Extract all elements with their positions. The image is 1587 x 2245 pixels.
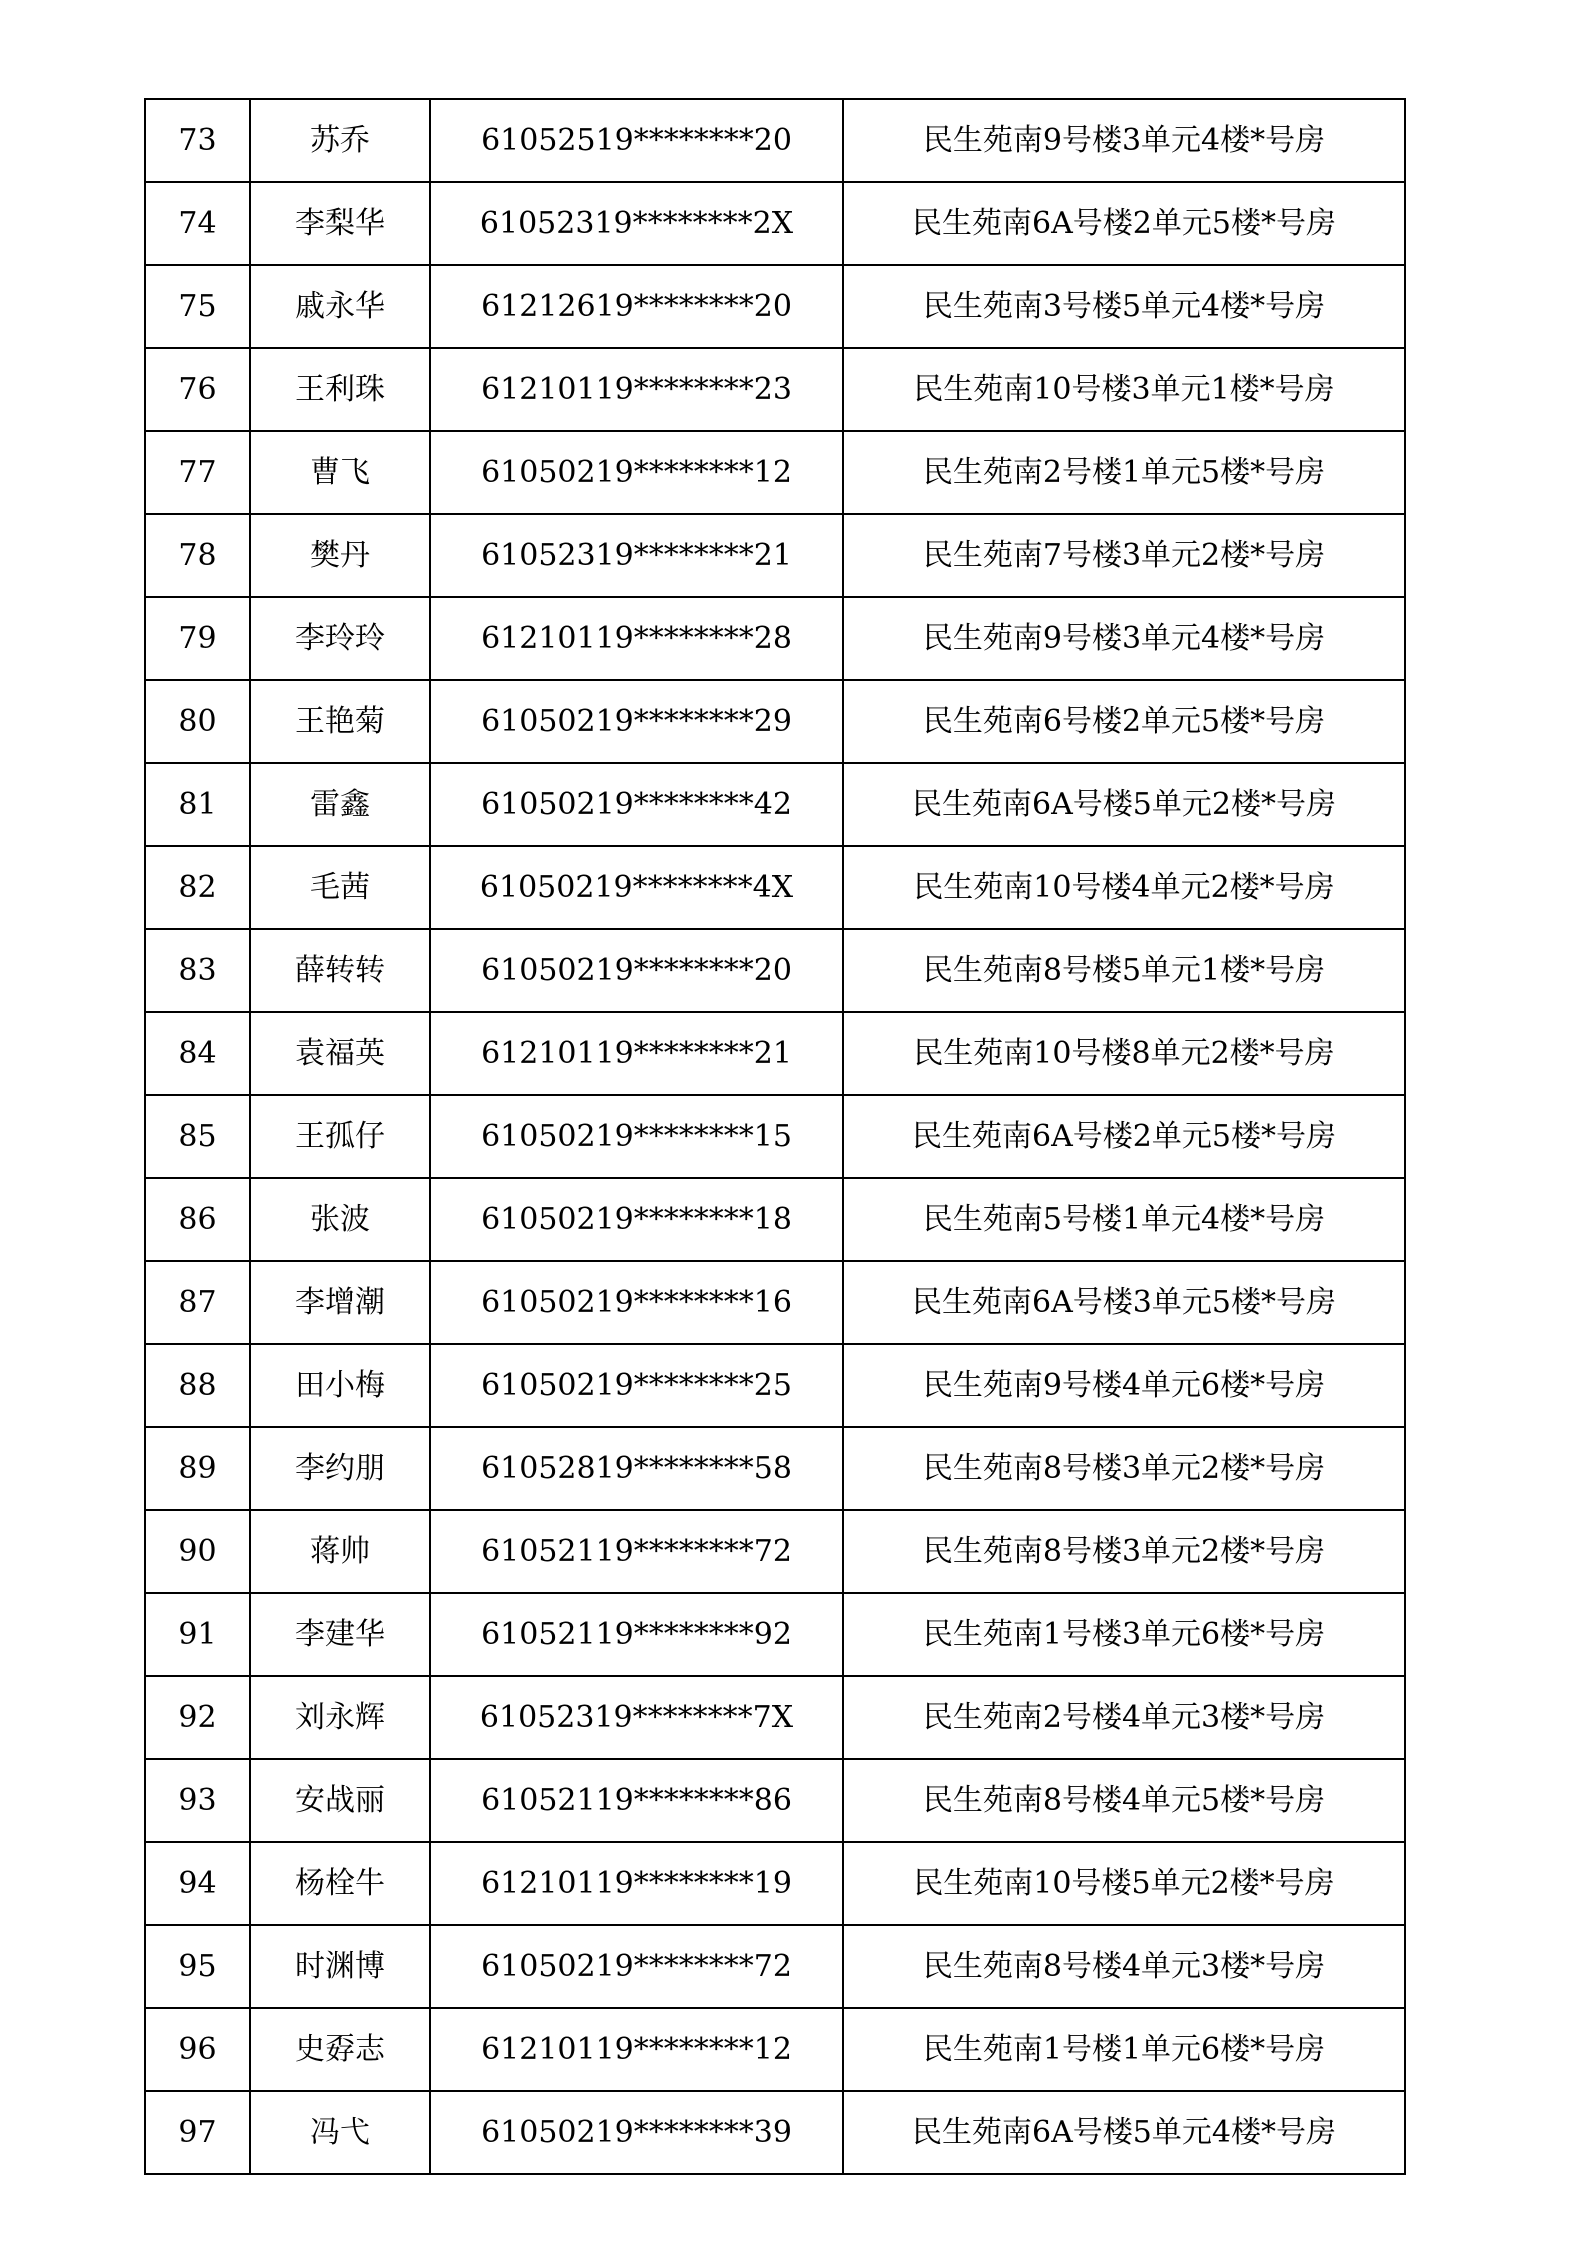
row-number: 80 (145, 680, 250, 763)
resident-name: 王利珠 (250, 348, 430, 431)
table-row (145, 348, 1405, 431)
row-number: 78 (145, 514, 250, 597)
table-row (145, 1178, 1405, 1261)
address: 民生苑南10号楼3单元1楼*号房 (843, 348, 1405, 431)
address: 民生苑南6A号楼3单元5楼*号房 (843, 1261, 1405, 1344)
id-number: 61050219********18 (430, 1178, 843, 1261)
address: 民生苑南9号楼4单元6楼*号房 (843, 1344, 1405, 1427)
id-number: 61052119********72 (430, 1510, 843, 1593)
address: 民生苑南6A号楼2单元5楼*号房 (843, 182, 1405, 265)
table-row (145, 1676, 1405, 1759)
table-row (145, 99, 1405, 182)
address: 民生苑南7号楼3单元2楼*号房 (843, 514, 1405, 597)
resident-name: 曹飞 (250, 431, 430, 514)
id-number: 61050219********15 (430, 1095, 843, 1178)
table-row (145, 2008, 1405, 2091)
id-number: 61210119********19 (430, 1842, 843, 1925)
table-row (145, 1261, 1405, 1344)
address: 民生苑南2号楼4单元3楼*号房 (843, 1676, 1405, 1759)
table-row (145, 1925, 1405, 2008)
id-number: 61052319********2X (430, 182, 843, 265)
resident-name: 王艳菊 (250, 680, 430, 763)
row-number: 96 (145, 2008, 250, 2091)
resident-name: 李梨华 (250, 182, 430, 265)
address: 民生苑南9号楼3单元4楼*号房 (843, 99, 1405, 182)
id-number: 61052519********20 (430, 99, 843, 182)
address: 民生苑南1号楼3单元6楼*号房 (843, 1593, 1405, 1676)
table-row (145, 680, 1405, 763)
id-number: 61050219********20 (430, 929, 843, 1012)
resident-name: 田小梅 (250, 1344, 430, 1427)
row-number: 82 (145, 846, 250, 929)
address: 民生苑南6A号楼5单元4楼*号房 (843, 2091, 1405, 2174)
address: 民生苑南8号楼4单元3楼*号房 (843, 1925, 1405, 2008)
row-number: 75 (145, 265, 250, 348)
resident-name: 毛茜 (250, 846, 430, 929)
row-number: 74 (145, 182, 250, 265)
table-row (145, 1427, 1405, 1510)
resident-name: 安战丽 (250, 1759, 430, 1842)
id-number: 61050219********72 (430, 1925, 843, 2008)
id-number: 61210119********28 (430, 597, 843, 680)
id-number: 61052819********58 (430, 1427, 843, 1510)
address: 民生苑南6A号楼5单元2楼*号房 (843, 763, 1405, 846)
address: 民生苑南2号楼1单元5楼*号房 (843, 431, 1405, 514)
resident-name: 李约朋 (250, 1427, 430, 1510)
resident-name: 樊丹 (250, 514, 430, 597)
row-number: 89 (145, 1427, 250, 1510)
table-row (145, 514, 1405, 597)
resident-name: 张波 (250, 1178, 430, 1261)
id-number: 61050219********42 (430, 763, 843, 846)
id-number: 61210119********12 (430, 2008, 843, 2091)
resident-name: 雷鑫 (250, 763, 430, 846)
table-row (145, 182, 1405, 265)
resident-name: 杨栓牛 (250, 1842, 430, 1925)
table-row (145, 1095, 1405, 1178)
address: 民生苑南6A号楼2单元5楼*号房 (843, 1095, 1405, 1178)
row-number: 88 (145, 1344, 250, 1427)
id-number: 61210119********21 (430, 1012, 843, 1095)
resident-name: 蒋帅 (250, 1510, 430, 1593)
row-number: 81 (145, 763, 250, 846)
resident-name: 李建华 (250, 1593, 430, 1676)
id-number: 61050219********16 (430, 1261, 843, 1344)
address: 民生苑南8号楼5单元1楼*号房 (843, 929, 1405, 1012)
resident-name: 冯弋 (250, 2091, 430, 2174)
row-number: 79 (145, 597, 250, 680)
resident-name: 薛转转 (250, 929, 430, 1012)
row-number: 95 (145, 1925, 250, 2008)
resident-name: 史孬志 (250, 2008, 430, 2091)
table-row (145, 1012, 1405, 1095)
resident-name: 王孤仔 (250, 1095, 430, 1178)
resident-name: 时渊博 (250, 1925, 430, 2008)
table-row (145, 1842, 1405, 1925)
row-number: 93 (145, 1759, 250, 1842)
row-number: 87 (145, 1261, 250, 1344)
resident-name: 李增潮 (250, 1261, 430, 1344)
row-number: 76 (145, 348, 250, 431)
row-number: 90 (145, 1510, 250, 1593)
row-number: 97 (145, 2091, 250, 2174)
address: 民生苑南6号楼2单元5楼*号房 (843, 680, 1405, 763)
table-row (145, 1510, 1405, 1593)
table-row (145, 2091, 1405, 2174)
id-number: 61052319********21 (430, 514, 843, 597)
address: 民生苑南10号楼4单元2楼*号房 (843, 846, 1405, 929)
row-number: 77 (145, 431, 250, 514)
address: 民生苑南9号楼3单元4楼*号房 (843, 597, 1405, 680)
id-number: 61050219********39 (430, 2091, 843, 2174)
resident-table (144, 98, 1406, 2175)
table-row (145, 431, 1405, 514)
table-row (145, 597, 1405, 680)
table-row (145, 1593, 1405, 1676)
row-number: 86 (145, 1178, 250, 1261)
table-row (145, 1759, 1405, 1842)
address: 民生苑南10号楼5单元2楼*号房 (843, 1842, 1405, 1925)
resident-name: 苏乔 (250, 99, 430, 182)
id-number: 61210119********23 (430, 348, 843, 431)
row-number: 92 (145, 1676, 250, 1759)
address: 民生苑南3号楼5单元4楼*号房 (843, 265, 1405, 348)
id-number: 61050219********12 (430, 431, 843, 514)
address: 民生苑南5号楼1单元4楼*号房 (843, 1178, 1405, 1261)
resident-name: 李玲玲 (250, 597, 430, 680)
id-number: 61212619********20 (430, 265, 843, 348)
table-row (145, 763, 1405, 846)
id-number: 61050219********25 (430, 1344, 843, 1427)
table-row (145, 929, 1405, 1012)
table-row (145, 265, 1405, 348)
resident-name: 刘永辉 (250, 1676, 430, 1759)
id-number: 61050219********4X (430, 846, 843, 929)
address: 民生苑南1号楼1单元6楼*号房 (843, 2008, 1405, 2091)
address: 民生苑南10号楼8单元2楼*号房 (843, 1012, 1405, 1095)
address: 民生苑南8号楼3单元2楼*号房 (843, 1510, 1405, 1593)
address: 民生苑南8号楼4单元5楼*号房 (843, 1759, 1405, 1842)
id-number: 61052319********7X (430, 1676, 843, 1759)
table-row (145, 846, 1405, 929)
row-number: 84 (145, 1012, 250, 1095)
address: 民生苑南8号楼3单元2楼*号房 (843, 1427, 1405, 1510)
row-number: 83 (145, 929, 250, 1012)
resident-table-body (145, 99, 1405, 2174)
row-number: 73 (145, 99, 250, 182)
row-number: 91 (145, 1593, 250, 1676)
id-number: 61052119********92 (430, 1593, 843, 1676)
id-number: 61050219********29 (430, 680, 843, 763)
row-number: 94 (145, 1842, 250, 1925)
table-row (145, 1344, 1405, 1427)
resident-name: 袁福英 (250, 1012, 430, 1095)
id-number: 61052119********86 (430, 1759, 843, 1842)
row-number: 85 (145, 1095, 250, 1178)
resident-name: 戚永华 (250, 265, 430, 348)
